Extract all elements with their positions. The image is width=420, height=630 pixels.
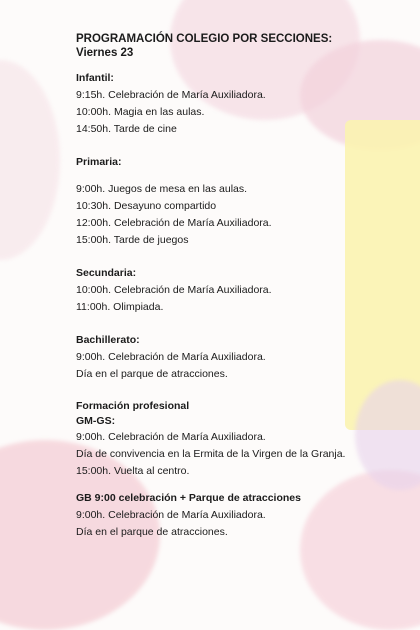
background-shape [0, 60, 60, 260]
section-heading: Primaria: [76, 156, 122, 168]
schedule-item: 14:50h. Tarde de cine [76, 123, 177, 135]
section-infantil [76, 70, 406, 138]
schedule-item: Día de convivencia en la Ermita de la Virgen de la Granja. [76, 448, 346, 460]
schedule-item: 9:00h. Celebración de María Auxiliadora. [76, 509, 266, 521]
section-heading: Bachillerato: [76, 334, 140, 346]
section-primaria [76, 154, 406, 249]
schedule-item: 9:00h. Celebración de María Auxiliadora. [76, 431, 266, 443]
section-heading: Infantil: [76, 72, 114, 84]
schedule-item: 10:30h. Desayuno compartido [76, 200, 217, 212]
schedule-item: 10:00h. Celebración de María Auxiliadora. [76, 284, 272, 296]
schedule-item: 10:00h. Magia en las aulas. [76, 106, 205, 118]
schedule-item: Día en el parque de atracciones. [76, 526, 228, 538]
schedule-item: 15:00h. Tarde de juegos [76, 234, 189, 246]
section-formacion-profesional [76, 399, 406, 480]
schedule-item: 15:00h. Vuelta al centro. [76, 465, 190, 477]
section-heading: Secundaria: [76, 267, 137, 279]
schedule-item: 12:00h. Celebración de María Auxiliadora. [76, 217, 272, 229]
section-heading: Formación profesional [76, 400, 190, 412]
schedule-item: 9:00h. Celebración de María Auxiliadora. [76, 351, 266, 363]
section-bachillerato [76, 332, 406, 383]
page-subtitle: Viernes 23 [76, 47, 134, 59]
page-title: PROGRAMACIÓN COLEGIO POR SECCIONES: [76, 33, 333, 45]
schedule-item: 9:15h. Celebración de María Auxiliadora. [76, 89, 266, 101]
section-heading: GB 9:00 celebración + Parque de atracciones [76, 492, 301, 504]
schedule-item: 11:00h. Olimpiada. [76, 301, 164, 313]
schedule-document [76, 32, 406, 557]
schedule-item: 9:00h. Juegos de mesa en las aulas. [76, 183, 248, 195]
section-gb [76, 490, 406, 541]
schedule-item: Día en el parque de atracciones. [76, 368, 228, 380]
section-subheading: GM-GS: [76, 415, 116, 427]
section-secundaria [76, 265, 406, 316]
